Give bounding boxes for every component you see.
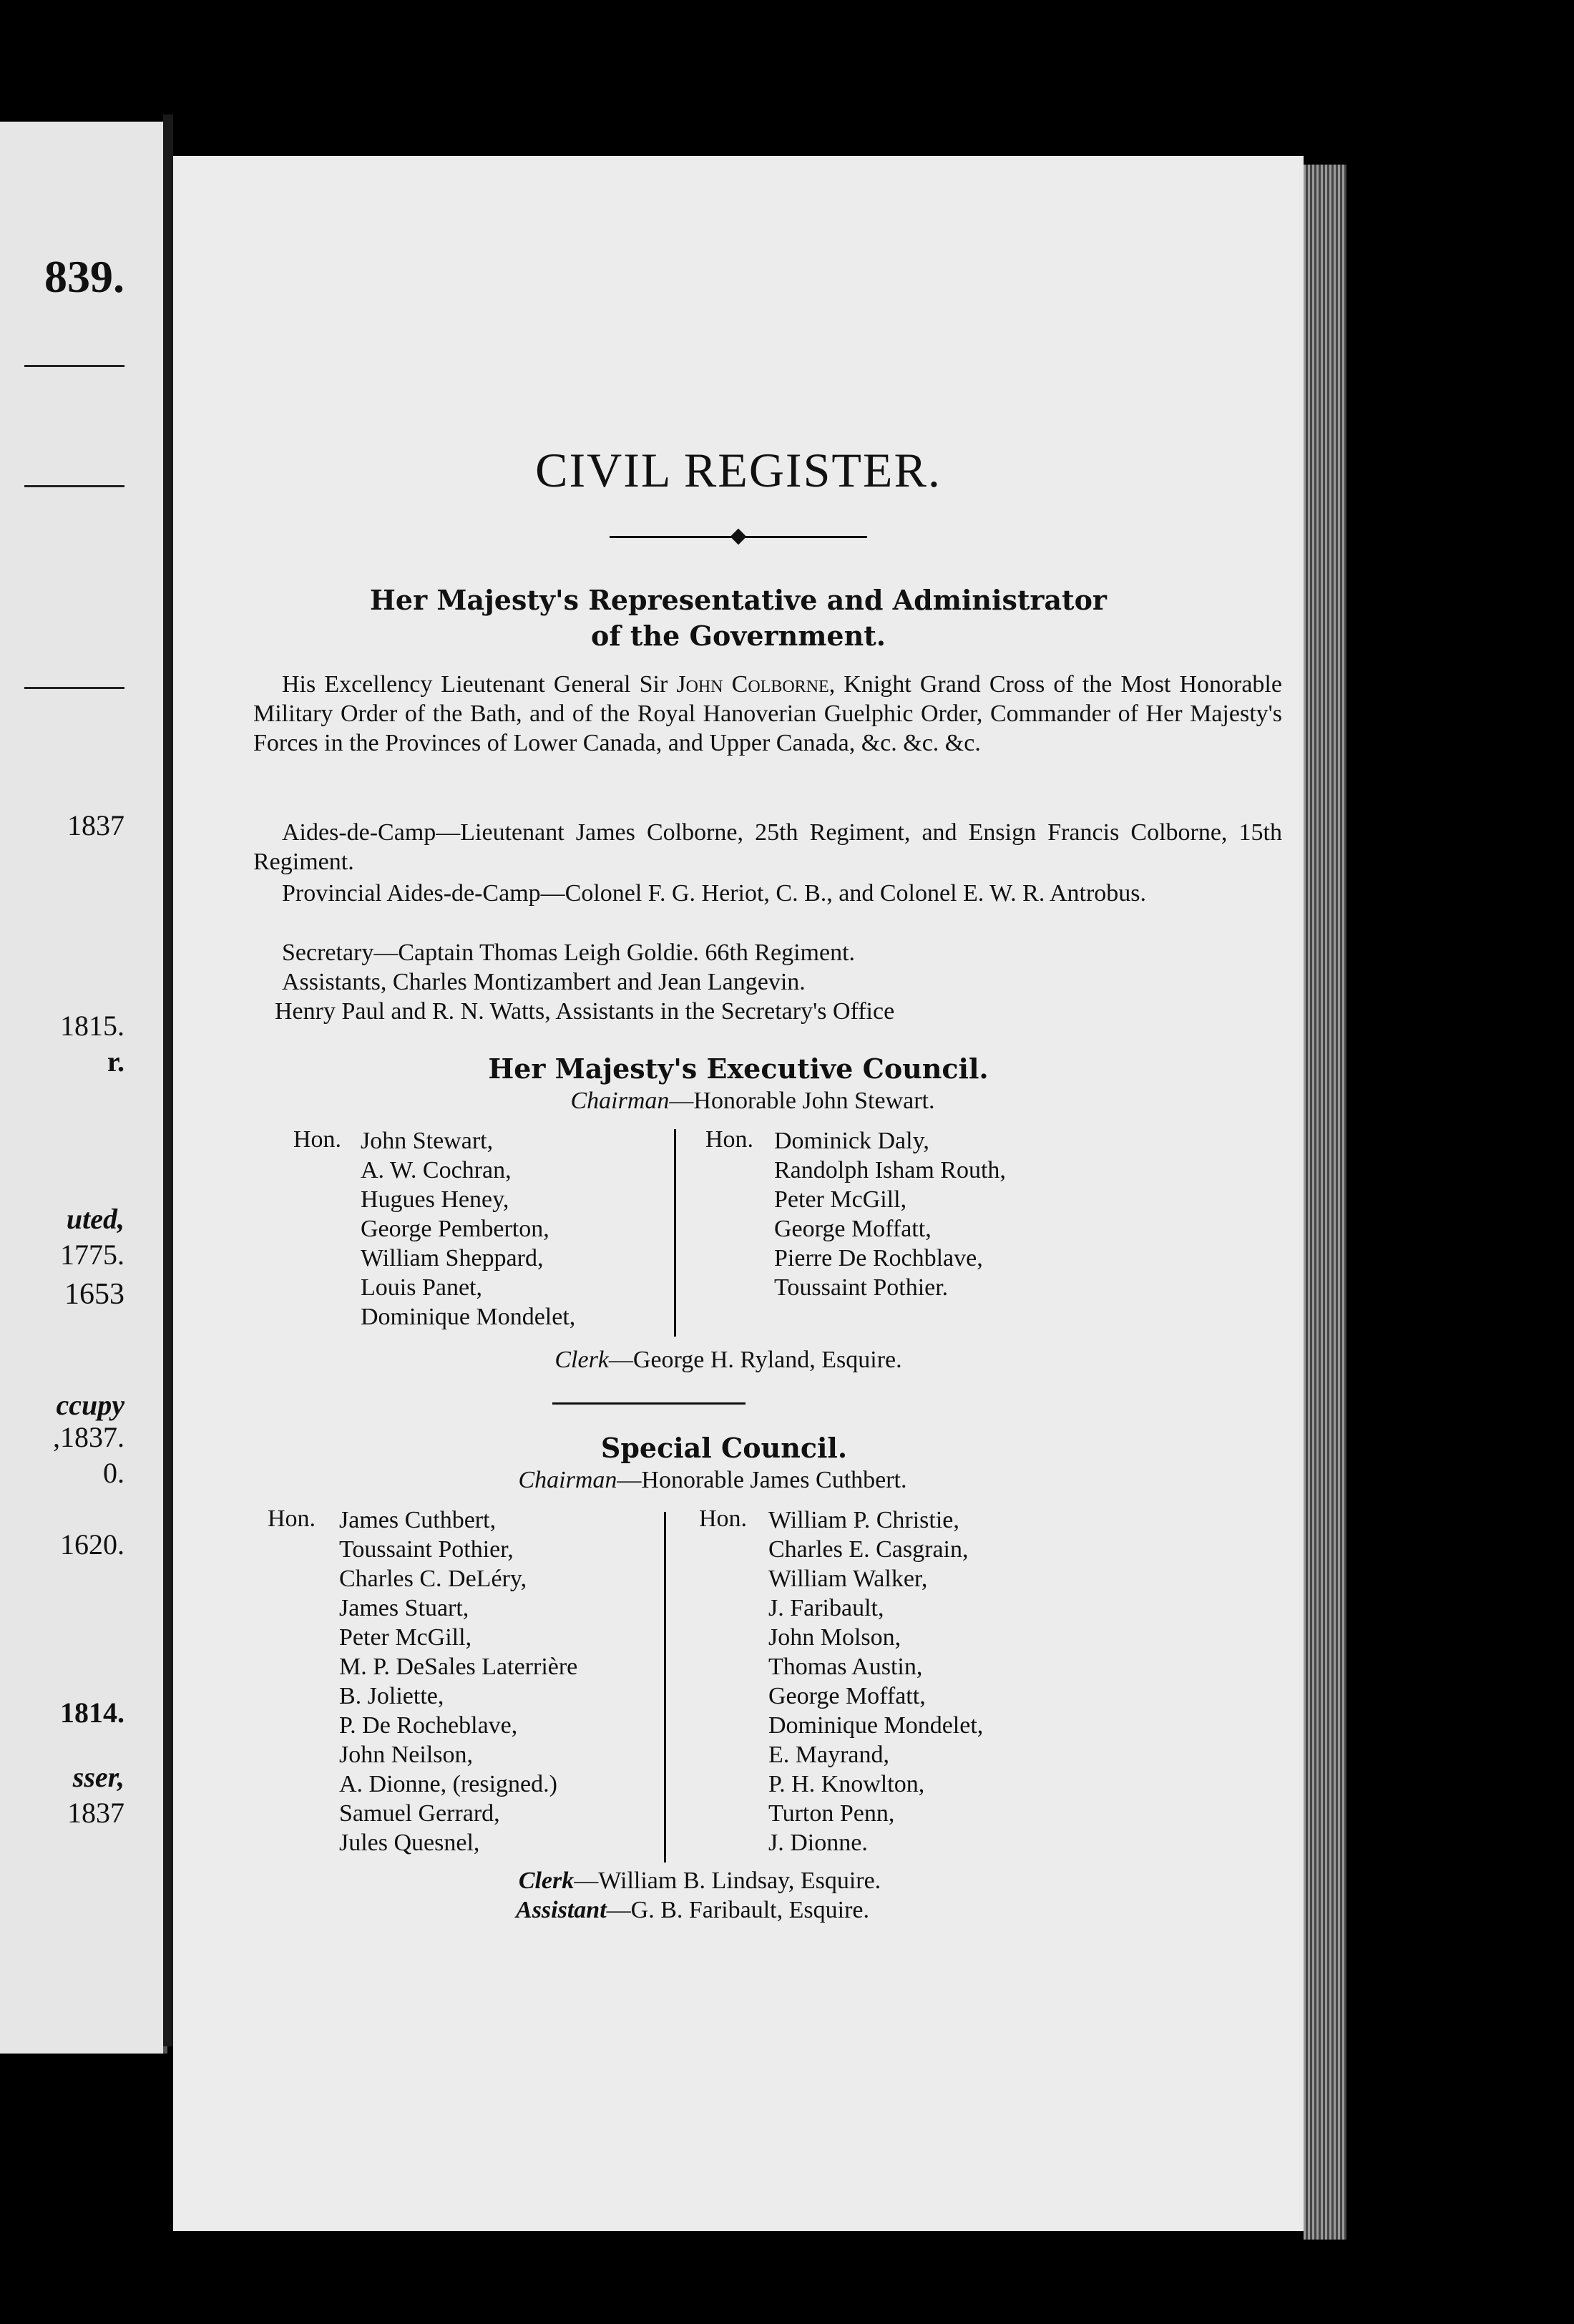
assistant-name: —G. B. Faribault, Esquire. — [606, 1897, 869, 1923]
member-name: A. W. Cochran, — [361, 1157, 512, 1183]
member-name: John Neilson, — [339, 1742, 473, 1768]
chairman-name: —Honorable John Stewart. — [669, 1088, 935, 1114]
member-name: P. H. Knowlton, — [768, 1771, 925, 1797]
diamond-ornament-icon — [730, 529, 747, 545]
member-name: J. Faribault, — [768, 1595, 884, 1621]
assistant-label: Assistant — [516, 1897, 607, 1923]
section-heading-special-council: Special Council. — [600, 1432, 848, 1464]
page-edges — [1304, 165, 1346, 2240]
left-page-text: sser, — [72, 1761, 124, 1793]
divider — [24, 485, 124, 487]
page-title: CIVIL REGISTER. — [535, 443, 942, 497]
executive-left-members — [361, 1126, 575, 1332]
member-name: M. P. DeSales Laterrière — [339, 1654, 578, 1680]
left-page-text: ,1837. — [53, 1421, 124, 1453]
member-name: William Sheppard, — [361, 1245, 544, 1271]
executive-clerk — [163, 1347, 1294, 1374]
member-name: P. De Rocheblave, — [339, 1712, 518, 1739]
column-divider — [674, 1129, 676, 1337]
member-name: Peter McGill, — [774, 1186, 907, 1213]
member-name: Dominique Mondelet, — [768, 1712, 984, 1739]
column-divider — [664, 1512, 666, 1862]
divider — [24, 687, 124, 689]
left-page-text: ccupy — [56, 1389, 124, 1421]
member-name: James Cuthbert, — [339, 1507, 497, 1533]
special-clerk — [135, 1868, 1265, 1895]
special-assistant — [127, 1897, 1258, 1924]
aides-de-camp: Aides-de-Camp—Lieutenant James Colborne, 25th Regiment, and Ensign Francis Colborne, 15th Regiment. — [253, 819, 1282, 875]
member-name: William P. Christie, — [768, 1507, 959, 1533]
left-page-text: 1653 — [64, 1278, 124, 1311]
clerk-name: —George H. Ryland, Esquire. — [608, 1347, 902, 1373]
register-page — [173, 156, 1304, 2231]
special-chairman — [147, 1467, 1278, 1494]
member-name: Toussaint Pothier. — [774, 1274, 949, 1301]
member-name: Dominick Daly, — [774, 1128, 929, 1154]
governor-name: John Colborne — [676, 671, 829, 698]
member-name: John Molson, — [768, 1624, 901, 1651]
secretary: Secretary—Captain Thomas Leigh Goldie. 66th Regiment. — [282, 939, 856, 966]
chairman-label: Chairman — [570, 1088, 670, 1114]
member-name: Charles C. DeLéry, — [339, 1566, 527, 1592]
left-page-text: uted, — [66, 1203, 124, 1235]
member-name: William Walker, — [768, 1566, 928, 1592]
member-name: John Stewart, — [361, 1128, 494, 1154]
member-name: Thomas Austin, — [768, 1654, 923, 1680]
member-name: George Moffatt, — [768, 1683, 926, 1709]
member-name: Jules Quesnel, — [339, 1830, 480, 1856]
member-name: Samuel Gerrard, — [339, 1800, 500, 1827]
left-page-text: 1837 — [67, 809, 124, 841]
assistants: Assistants, Charles Montizambert and Jean Langevin. — [282, 969, 806, 995]
hon-label: Hon. — [268, 1505, 316, 1532]
hon-label: Hon. — [705, 1126, 754, 1153]
left-page-text: 839. — [44, 251, 124, 302]
member-name: Pierre De Rochblave, — [774, 1245, 983, 1271]
book-spine — [163, 114, 173, 2046]
clerk-name: —William B. Lindsay, Esquire. — [574, 1868, 881, 1894]
left-page-text: 1837 — [67, 1797, 124, 1829]
member-name: E. Mayrand, — [768, 1742, 890, 1768]
left-page-fragment — [0, 122, 167, 2054]
executive-chairman — [187, 1088, 1318, 1115]
member-name: Randolph Isham Routh, — [774, 1157, 1006, 1183]
clerk-label: Clerk — [518, 1868, 575, 1894]
governor-text: His Excellency Lieutenant General Sir — [282, 671, 677, 698]
member-name: Charles E. Casgrain, — [768, 1536, 969, 1563]
left-page-text: 1620. — [60, 1528, 124, 1561]
member-name: Peter McGill, — [339, 1624, 472, 1651]
left-page-text: r. — [107, 1045, 124, 1078]
executive-right-members — [774, 1126, 1006, 1302]
member-name: Toussaint Pothier, — [339, 1536, 514, 1563]
governor-titles: , Knight Grand Cross of the Most Honorable Military Order of the Bath, and of the Royal Hanoverian Guelphic Order, Commander of Her Majesty's Forces in the Provinces of Lower Canada, and Upper Canada, &c. &c. &c. — [253, 671, 1282, 756]
left-page-text: 0. — [103, 1457, 124, 1489]
chairman-label: Chairman — [518, 1467, 617, 1493]
member-name: James Stuart, — [339, 1595, 469, 1621]
hon-label: Hon. — [699, 1505, 748, 1532]
member-name: J. Dionne. — [768, 1830, 868, 1856]
special-left-members — [339, 1505, 577, 1857]
clerk-label: Clerk — [554, 1347, 609, 1373]
left-page-text: 1815. — [60, 1010, 124, 1042]
member-name: Dominique Mondelet, — [361, 1304, 576, 1330]
member-name: George Pemberton, — [361, 1216, 549, 1242]
member-name: Louis Panet, — [361, 1274, 482, 1301]
left-page-text: 1814. — [60, 1696, 124, 1729]
secretary-office-assistants: Henry Paul and R. N. Watts, Assistants in the Secretary's Office — [275, 998, 895, 1025]
divider — [24, 365, 124, 367]
governor-paragraph — [253, 670, 1282, 758]
member-name: Turton Penn, — [768, 1800, 895, 1827]
provincial-aides: Provincial Aides-de-Camp—Colonel F. G. Heriot, C. B., and Colonel E. W. R. Antrobus. — [282, 880, 1146, 907]
section-heading-representative: Her Majesty's Representative and Administrator — [370, 584, 1107, 616]
left-page-text: 1775. — [60, 1239, 124, 1271]
chairman-name: —Honorable James Cuthbert. — [617, 1467, 907, 1493]
divider — [552, 1402, 746, 1405]
member-name: B. Joliette, — [339, 1683, 444, 1709]
special-right-members — [768, 1505, 983, 1857]
hon-label: Hon. — [293, 1126, 342, 1153]
section-heading-executive-council: Her Majesty's Executive Council. — [488, 1053, 989, 1085]
section-heading-representative-line2: of the Government. — [590, 620, 886, 652]
member-name: George Moffatt, — [774, 1216, 932, 1242]
member-name: Hugues Heney, — [361, 1186, 509, 1213]
member-name: A. Dionne, (resigned.) — [339, 1771, 557, 1797]
